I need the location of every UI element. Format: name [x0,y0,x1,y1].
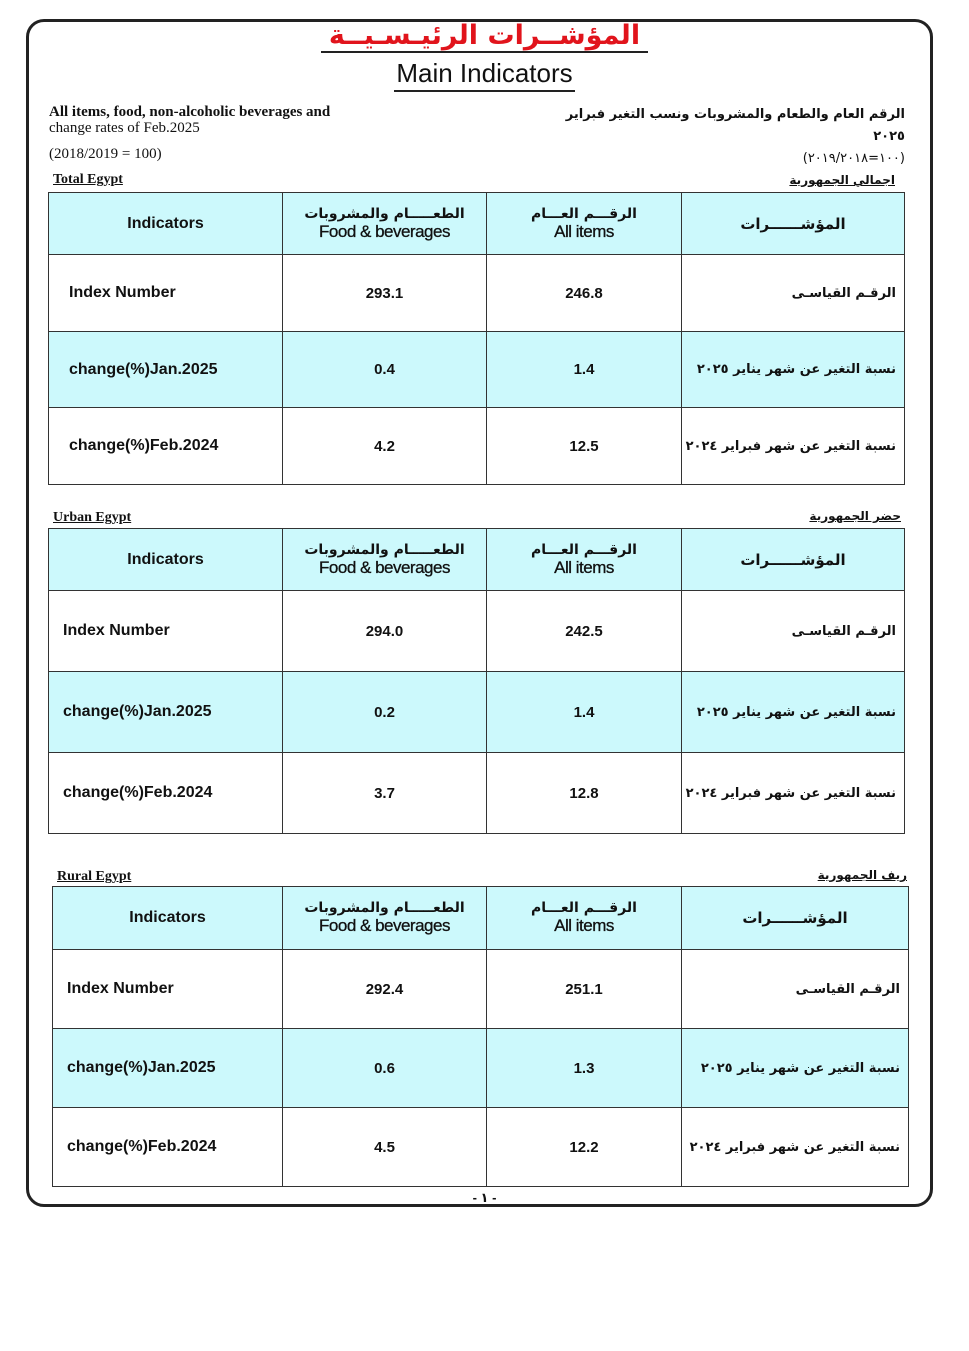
table-row [49,753,905,834]
section-label-total: Total Egypt [53,172,123,187]
row-all-value: 242.5 [487,591,682,672]
table-row [53,950,909,1029]
row-all-value: 1.4 [487,332,682,408]
table-row [49,255,905,332]
col-header-indicators: Indicators [49,529,283,591]
row-indicator: change(%)Jan.2025 [49,332,283,408]
row-indicator-ar: نسبة التغير عن شهر فبراير ٢٠٢٤ [682,408,905,485]
row-food-value: 0.6 [283,1029,487,1108]
row-food-value: 4.2 [283,408,487,485]
page-number: - ١ - [472,1190,497,1205]
section-label-total-ar: اجمالي الجمهورية [789,173,895,187]
title-english: Main Indicators [0,58,969,89]
row-indicator: Index Number [53,950,283,1029]
row-indicator-ar: نسبة التغير عن شهر فبراير ٢٠٢٤ [682,753,905,834]
row-indicator: change(%)Feb.2024 [53,1108,283,1187]
row-indicator-ar: نسبة التغير عن شهر يناير ٢٠٢٥ [682,672,905,753]
description-arabic: الرقم العام والطعام والمشروبات ونسب التغير فبراير ٢٠٢٥ (١٠٠=٢٠١٩/٢٠١٨) [565,107,905,166]
table-row [49,408,905,485]
row-indicator: Index Number [49,591,283,672]
section-label-rural-ar: ريف الجمهورية [817,868,907,882]
row-indicator-ar: نسبة التغير عن شهر يناير ٢٠٢٥ [682,332,905,408]
table-row [53,1108,909,1187]
col-header-indicators: Indicators [49,193,283,255]
row-food-value: 294.0 [283,591,487,672]
row-all-value: 12.5 [487,408,682,485]
col-header-food: الطعـــــام والمشروبات Food & beverages [283,887,487,950]
row-indicator-ar: الرقـم القياسـى [682,255,905,332]
row-food-value: 3.7 [283,753,487,834]
table-header-row [49,193,905,255]
row-indicator: change(%)Jan.2025 [53,1029,283,1108]
table-urban-egypt [48,528,905,834]
table-row [49,332,905,408]
col-header-indicators: Indicators [53,887,283,950]
row-all-value: 1.3 [487,1029,682,1108]
title-arabic: المؤشــرات الرئيـسـيــة [0,20,969,51]
col-header-all-items: الرقـــم العـــام All items [487,193,682,255]
col-header-all-items: الرقـــم العـــام All items [487,887,682,950]
row-indicator: change(%)Feb.2024 [49,408,283,485]
row-all-value: 12.8 [487,753,682,834]
table-header-row [49,529,905,591]
table-row [53,1029,909,1108]
row-indicator-ar: الرقـم القياسـى [682,591,905,672]
col-header-food: الطعـــــام والمشروبات Food & beverages [283,529,487,591]
row-food-value: 0.2 [283,672,487,753]
col-header-indicators-ar: المؤشــــــرات [682,887,909,950]
row-indicator-ar: الرقـم القياسـى [682,950,909,1029]
row-all-value: 12.2 [487,1108,682,1187]
row-indicator: change(%)Feb.2024 [49,753,283,834]
row-all-value: 251.1 [487,950,682,1029]
section-label-urban: Urban Egypt [53,510,132,525]
row-all-value: 246.8 [487,255,682,332]
row-indicator-ar: نسبة التغير عن شهر فبراير ٢٠٢٤ [682,1108,909,1187]
row-indicator: Index Number [49,255,283,332]
row-indicator: change(%)Jan.2025 [49,672,283,753]
row-indicator-ar: نسبة التغير عن شهر يناير ٢٠٢٥ [682,1029,909,1108]
table-row [49,591,905,672]
col-header-indicators-ar: المؤشــــــرات [682,193,905,255]
description-english: All items, food, non-alcoholic beverages and change rates of Feb.2025 (2018/2019 = 100) [49,104,331,162]
section-label-rural: Rural Egypt [57,869,132,884]
row-all-value: 1.4 [487,672,682,753]
col-header-food: الطعـــــام والمشروبات Food & beverages [283,193,487,255]
row-food-value: 293.1 [283,255,487,332]
table-header-row [53,887,909,950]
col-header-indicators-ar: المؤشــــــرات [682,529,905,591]
row-food-value: 4.5 [283,1108,487,1187]
row-food-value: 0.4 [283,332,487,408]
table-total-egypt [48,192,905,485]
table-row [49,672,905,753]
table-rural-egypt [52,886,909,1187]
row-food-value: 292.4 [283,950,487,1029]
section-label-urban-ar: حضر الجمهورية [809,509,901,523]
col-header-all-items: الرقـــم العـــام All items [487,529,682,591]
